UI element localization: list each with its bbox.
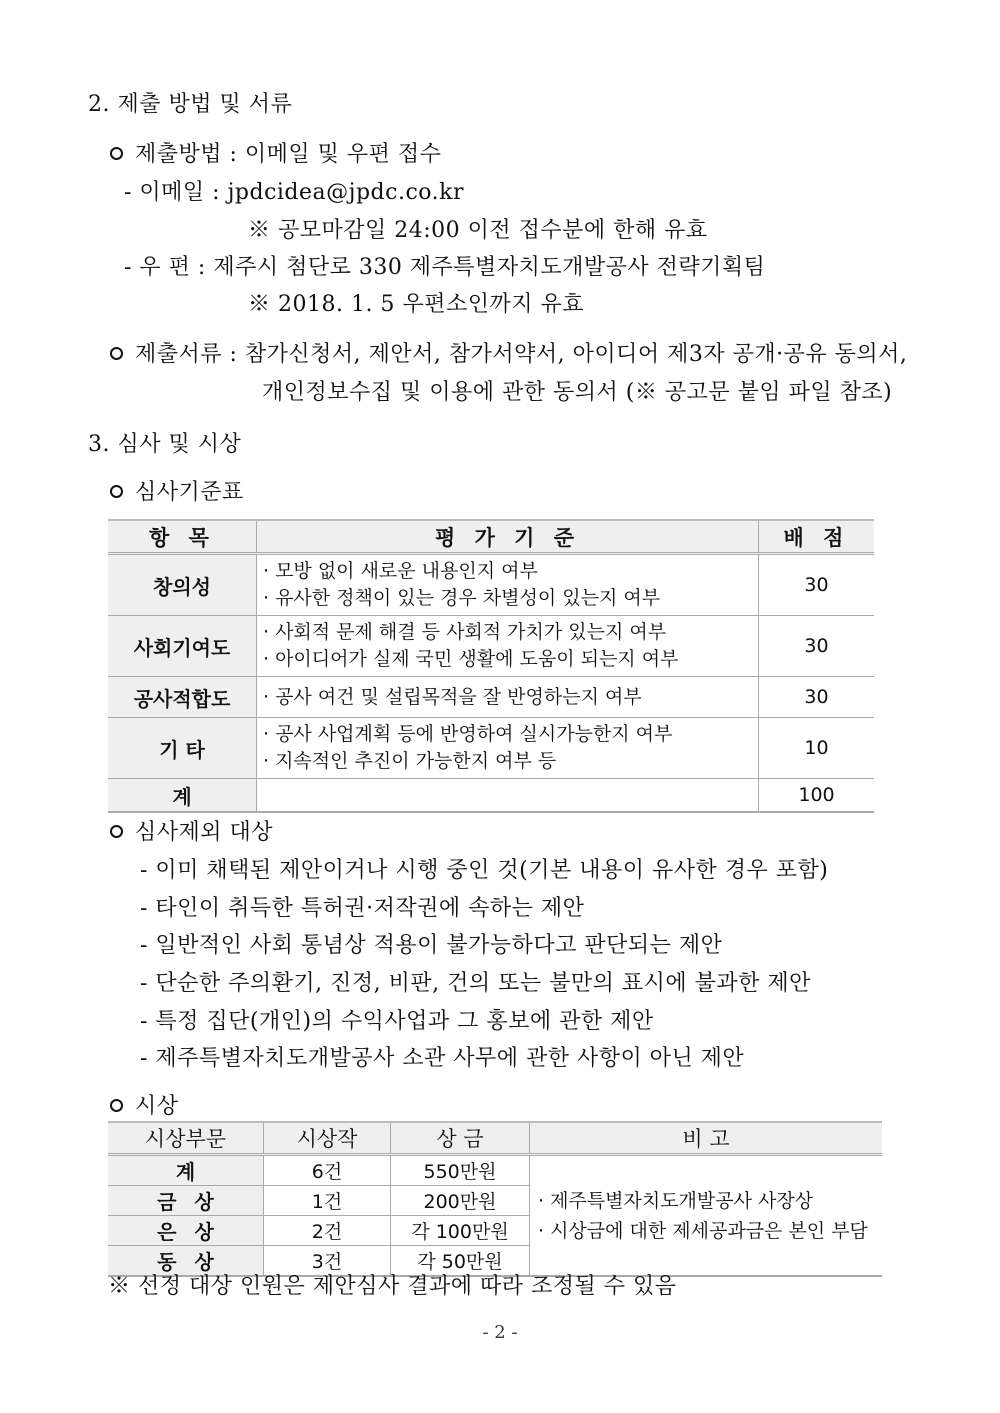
table-row: 계 6건 550만원 · 제주특별자치도개발공사 사장상 · 시상금에 대한 제세공과금은 본인 부담 <box>108 1155 882 1186</box>
post-line: - 우 편 : 제주시 첨단로 330 제주특별자치도개발공사 전략기획팀 <box>124 255 766 280</box>
post-note: ※ 2018. 1. 5 우편소인까지 유효 <box>248 292 584 317</box>
award-notes: · 제주특별자치도개발공사 사장상 · 시상금에 대한 제세공과금은 본인 부담 <box>530 1155 883 1277</box>
circle-bullet-icon <box>110 147 123 160</box>
submission-documents: 제출서류 : 참가신청서, 제안서, 참가서약서, 아이디어 제3자 공개·공유 동의서, <box>110 340 907 370</box>
circle-bullet-icon <box>110 1099 123 1112</box>
award-table <box>108 1121 882 1277</box>
table-row: 동상 3건 각 50만원 <box>108 1246 882 1277</box>
total-row: 계 100 <box>108 779 874 813</box>
criteria-header-row <box>108 520 874 554</box>
circle-bullet-icon <box>110 825 123 838</box>
circle-bullet-icon <box>110 485 123 498</box>
criteria-table <box>108 519 874 813</box>
table-row: 공사적합도 · 공사 여건 및 설립목적을 잘 반영하는지 여부 30 <box>108 677 874 718</box>
exclusion-item: - 타인이 취득한 특허권·저작권에 속하는 제안 <box>140 896 585 921</box>
exclusion-item: - 일반적인 사회 통념상 적용이 불가능하다고 판단되는 제안 <box>140 933 723 958</box>
email-note: ※ 공모마감일 24:00 이전 접수분에 한해 유효 <box>248 218 708 243</box>
header-item: 항 목 <box>108 520 257 554</box>
circle-bullet-icon <box>110 347 123 360</box>
award-title: 시상 <box>110 1092 179 1122</box>
submission-method: 제출방법 : 이메일 및 우편 접수 <box>110 140 441 170</box>
exclusion-title: 심사제외 대상 <box>110 818 273 848</box>
exclusion-item: - 제주특별자치도개발공사 소관 사무에 관한 사항이 아닌 제안 <box>140 1046 745 1071</box>
table-row: 금상 1건 200만원 <box>108 1186 882 1216</box>
header-score: 배 점 <box>759 520 875 554</box>
footnote: ※ 선정 대상 인원은 제안심사 결과에 따라 조정될 수 있음 <box>108 1274 677 1299</box>
criteria-title: 심사기준표 <box>110 478 244 508</box>
page-number: - 2 - <box>482 1322 518 1343</box>
award-header-row: 시상부문 시상작 상 금 비 고 <box>108 1122 882 1155</box>
table-row: 창의성 · 모방 없이 새로운 내용인지 여부 · 유사한 정책이 있는 경우 차별성이 있는지 여부 30 <box>108 554 874 616</box>
exclusion-item: - 단순한 주의환기, 진정, 비판, 건의 또는 불만의 표시에 불과한 제안 <box>140 971 811 996</box>
email-line: - 이메일 : jpdcidea@jpdc.co.kr <box>124 180 464 205</box>
table-row: 사회기여도 · 사회적 문제 해결 등 사회적 가치가 있는지 여부 · 아이디어가 실제 국민 생활에 도움이 되는지 여부 30 <box>108 616 874 677</box>
header-criteria: 평 가 기 준 <box>257 520 759 554</box>
submission-documents-cont: 개인정보수집 및 이용에 관한 동의서 (※ 공고문 붙임 파일 참조) <box>262 380 893 405</box>
section-2-heading: 2. 제출 방법 및 서류 <box>88 92 293 117</box>
table-row: 기 타 · 공사 사업계획 등에 반영하여 실시가능한지 여부 · 지속적인 추진이 가능한지 여부 등 10 <box>108 718 874 779</box>
exclusion-item: - 특정 집단(개인)의 수익사업과 그 홍보에 관한 제안 <box>140 1009 654 1034</box>
section-3-heading: 3. 심사 및 시상 <box>88 432 242 457</box>
table-row: 은상 2건 각 100만원 <box>108 1216 882 1246</box>
exclusion-item: - 이미 채택된 제안이거나 시행 중인 것(기본 내용이 유사한 경우 포함) <box>140 858 829 883</box>
